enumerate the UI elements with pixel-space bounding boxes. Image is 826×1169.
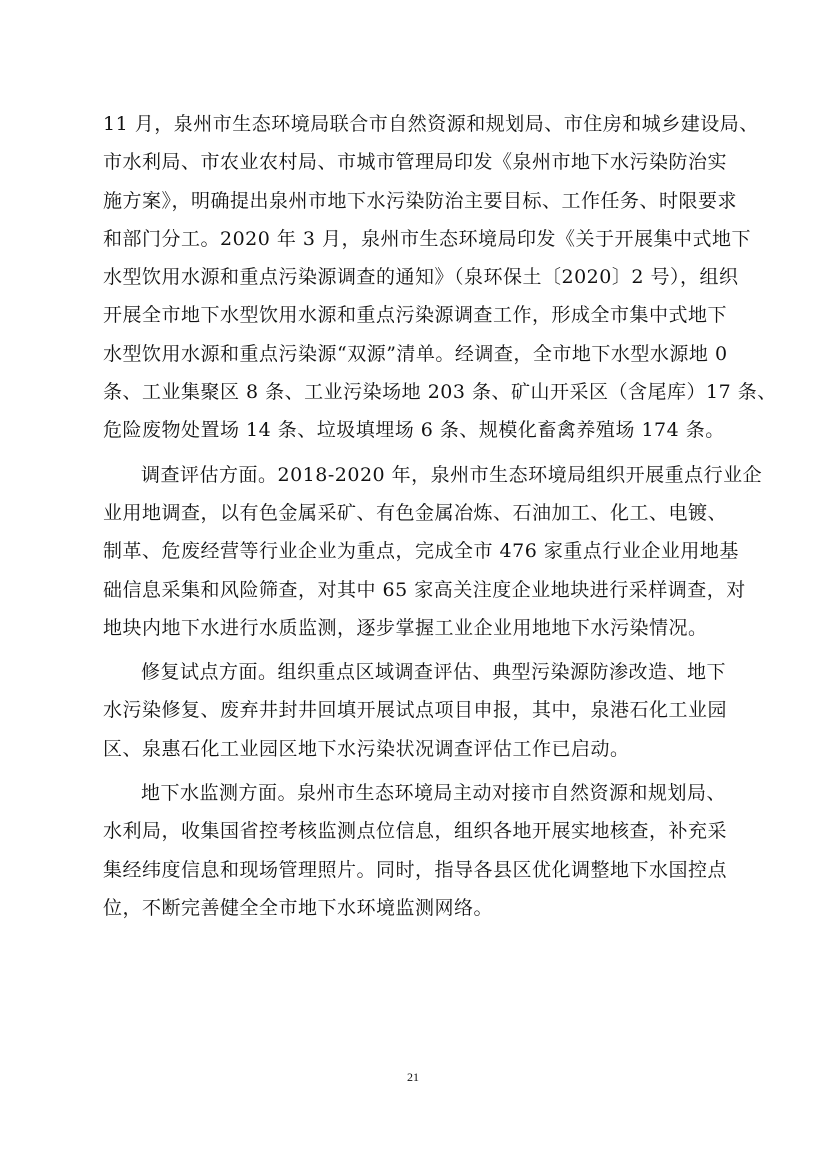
text-line: 础信息采集和风险筛查，对其中 65 家高关注度企业地块进行采样调查，对 (103, 578, 746, 601)
text-line: 修复试点方面。组织重点区域调查评估、典型污染源防渗改造、地下 (141, 661, 727, 684)
paragraph-survey-assessment (103, 461, 763, 652)
text-line: 水型饮用水源和重点污染源“双源”清单。经调查，全市地下水型水源地 0 (103, 342, 728, 365)
text-line: 位，不断完善健全全市地下水环境监测网络。 (103, 896, 494, 919)
text-line: 地下水监测方面。泉州市生态环境局主动对接市自然资源和规划局、 (141, 782, 727, 805)
document-body (103, 110, 777, 932)
text-line: 11 月，泉州市生态环境局联合市自然资源和规划局、市住房和城乡建设局、 (103, 113, 759, 135)
paragraph-groundwater-monitoring (103, 779, 728, 932)
text-line: 危险废物处置场 14 条、垃圾填埋场 6 条、规模化畜禽养殖场 174 条。 (103, 419, 725, 442)
text-line: 和部门分工。2020 年 3 月，泉州市生态环境局印发《关于开展集中式地下 (103, 227, 752, 250)
text-line: 水污染修复、废弃井封井回填开展试点项目申报，其中，泉港石化工业园 (103, 699, 728, 722)
text-line: 地块内地下水进行水质监测，逐步掌握工业企业用地地下水污染情况。 (103, 616, 708, 639)
text-line: 市水利局、市农业农村局、市城市管理局印发《泉州市地下水污染防治实 (103, 151, 728, 174)
paragraph-1 (103, 110, 777, 455)
text-line: 开展全市地下水型饮用水源和重点污染源调查工作，形成全市集中式地下 (103, 304, 728, 327)
paragraph-remediation-pilot (103, 658, 728, 773)
text-line: 水型饮用水源和重点污染源调查的通知》（泉环保土〔2020〕2 号），组织 (103, 266, 739, 289)
text-line: 条、工业集聚区 8 条、工业污染场地 203 条、矿山开采区（含尾库）17 条、 (103, 381, 777, 404)
text-line: 集经纬度信息和现场管理照片。同时，指导各县区优化调整地下水国控点 (103, 858, 728, 881)
text-line: 制革、危废经营等行业企业为重点，完成全市 476 家重点行业企业用地基 (103, 540, 739, 563)
page-number: 21 (407, 1070, 419, 1084)
text-line: 调查评估方面。2018-2020 年，泉州市生态环境局组织开展重点行业企 (141, 463, 763, 486)
text-line: 施方案》，明确提出泉州市地下水污染防治主要目标、工作任务、时限要求 (103, 189, 738, 212)
text-line: 区、泉惠石化工业园区地下水污染状况调查评估工作已启动。 (103, 737, 630, 760)
text-line: 业用地调查，以有色金属采矿、有色金属冶炼、石油加工、化工、电镀、 (103, 501, 728, 524)
text-line: 水利局，收集国省控考核监测点位信息，组织各地开展实地核查，补充采 (103, 820, 728, 843)
